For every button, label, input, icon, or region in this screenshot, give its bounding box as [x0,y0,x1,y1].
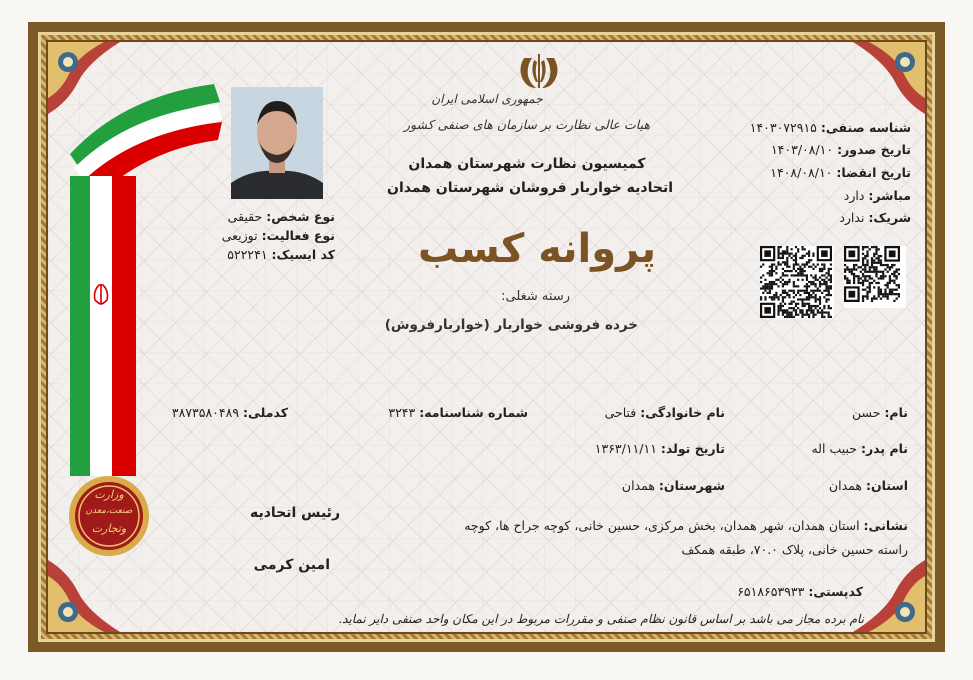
direct-label: مباشر: [868,188,911,203]
father-name-field [811,441,908,456]
footer-note: نام برده مجاز می باشد بر اساس قانون نظام صنفی و مقررات مربوط در این مکان واحد صنفی دایر نماید. [338,612,864,626]
iran-emblem-icon [516,52,562,90]
guild-id-value: ۱۴۰۳۰۷۲۹۱۵ [749,120,817,135]
id-number-label: شماره شناسنامه: [419,405,528,420]
activity-type-label: نوع فعالیت: [261,228,335,243]
signature-role: رئیس اتحادیه [249,505,340,521]
qr-code-large [760,246,834,318]
father-name-label: نام پدر: [860,441,908,456]
seal-text-bottom: وتجارت [91,522,127,535]
postal-code-field [737,584,863,599]
birth-date-value: ۱۳۶۳/۱۱/۱۱ [594,441,657,456]
qr-code-icon [844,246,906,308]
national-code-value: ۳۸۷۳۵۸۰۴۸۹ [171,405,240,420]
category-label: رسته شغلی: [501,289,570,304]
qr-code-small [844,246,906,308]
guild-id-field [750,120,911,135]
direct-field [844,188,911,203]
national-code-field [172,405,288,420]
commission-text: کمیسیون نظارت شهرستان همدان [408,156,646,172]
issue-date-value: ۱۴۰۳/۰۸/۱۰ [770,142,834,157]
city-value: همدان [621,478,655,493]
postal-code-value: ۶۵۱۸۶۵۳۹۳۳ [737,584,805,599]
issue-date-field [771,142,911,157]
birth-date-field [595,441,725,456]
birth-date-label: تاریخ تولد: [660,441,725,456]
direct-value: دارد [843,188,865,203]
holder-photo [231,87,323,199]
father-name-value: حبیب اله [811,441,857,456]
address-line2-field [681,542,908,557]
city-label: شهرستان: [658,478,725,493]
last-name-label: نام خانوادگی: [640,405,725,420]
issue-date-label: تاریخ صدور: [837,142,911,157]
last-name-field [605,405,725,420]
province-value: همدان [828,478,862,493]
province-label: استان: [865,478,908,493]
province-field [829,478,908,493]
isic-code-value: ۵۲۲۲۴۱ [227,247,268,262]
partner-label: شریک: [868,210,911,225]
first-name-value: حسن [852,405,881,420]
partner-value: ندارد [839,210,865,225]
union-text: اتحادیه خواربار فروشان شهرستان همدان [387,180,674,196]
seal-text-top: وزارت [94,488,124,501]
first-name-label: نام: [884,405,908,420]
national-code-label: کدملی: [243,405,288,420]
seal-text-middle: صنعت،معدن [85,506,133,516]
expiry-date-label: تاریخ انقضا: [836,165,911,180]
supervision-board-text: هیات عالی نظارت بر سازمان های صنفی کشور [404,117,650,132]
city-field [622,478,725,493]
postal-code-label: کدپستی: [808,584,863,599]
address-line1: استان همدان، شهر همدان، بخش مرکزی، حسین خانی، کوچه جراح ها، کوچه [464,518,860,533]
activity-type-field [222,228,335,243]
person-type-field [228,209,335,224]
partner-field [839,210,911,225]
signature-name: امین کرمی [253,557,330,573]
iran-flag-ribbon-icon [64,76,224,488]
address-line2: راسته حسین خانی، پلاک ۷۰.۰، طبقه همکف [681,542,908,557]
corner-ornament-icon [48,560,120,632]
qr-code-icon [760,246,834,318]
address-label: نشانی: [863,518,908,533]
first-name-field [852,405,908,420]
republic-text: جمهوری اسلامی ایران [431,92,543,106]
isic-code-label: کد ایسیک: [271,247,335,262]
expiry-date-value: ۱۴۰۸/۰۸/۱۰ [770,165,833,180]
corner-ornament-icon [853,42,925,114]
category-value: خرده فروشی خواربار (خواربارفروش) [384,317,638,333]
person-type-value: حقیقی [227,209,263,224]
page-title: پروانه کسب [418,226,656,272]
guild-id-label: شناسه صنفی: [820,120,911,135]
isic-code-field [227,247,335,262]
person-photo-icon [231,87,323,199]
activity-type-value: توزیعی [221,228,258,243]
id-number-field [388,405,528,420]
expiry-date-field [770,165,911,180]
last-name-value: فتاحی [604,405,637,420]
ministry-seal-icon [64,470,154,566]
id-number-value: ۳۲۴۳ [388,405,416,420]
address-field [464,518,908,533]
person-type-label: نوع شخص: [266,209,335,224]
